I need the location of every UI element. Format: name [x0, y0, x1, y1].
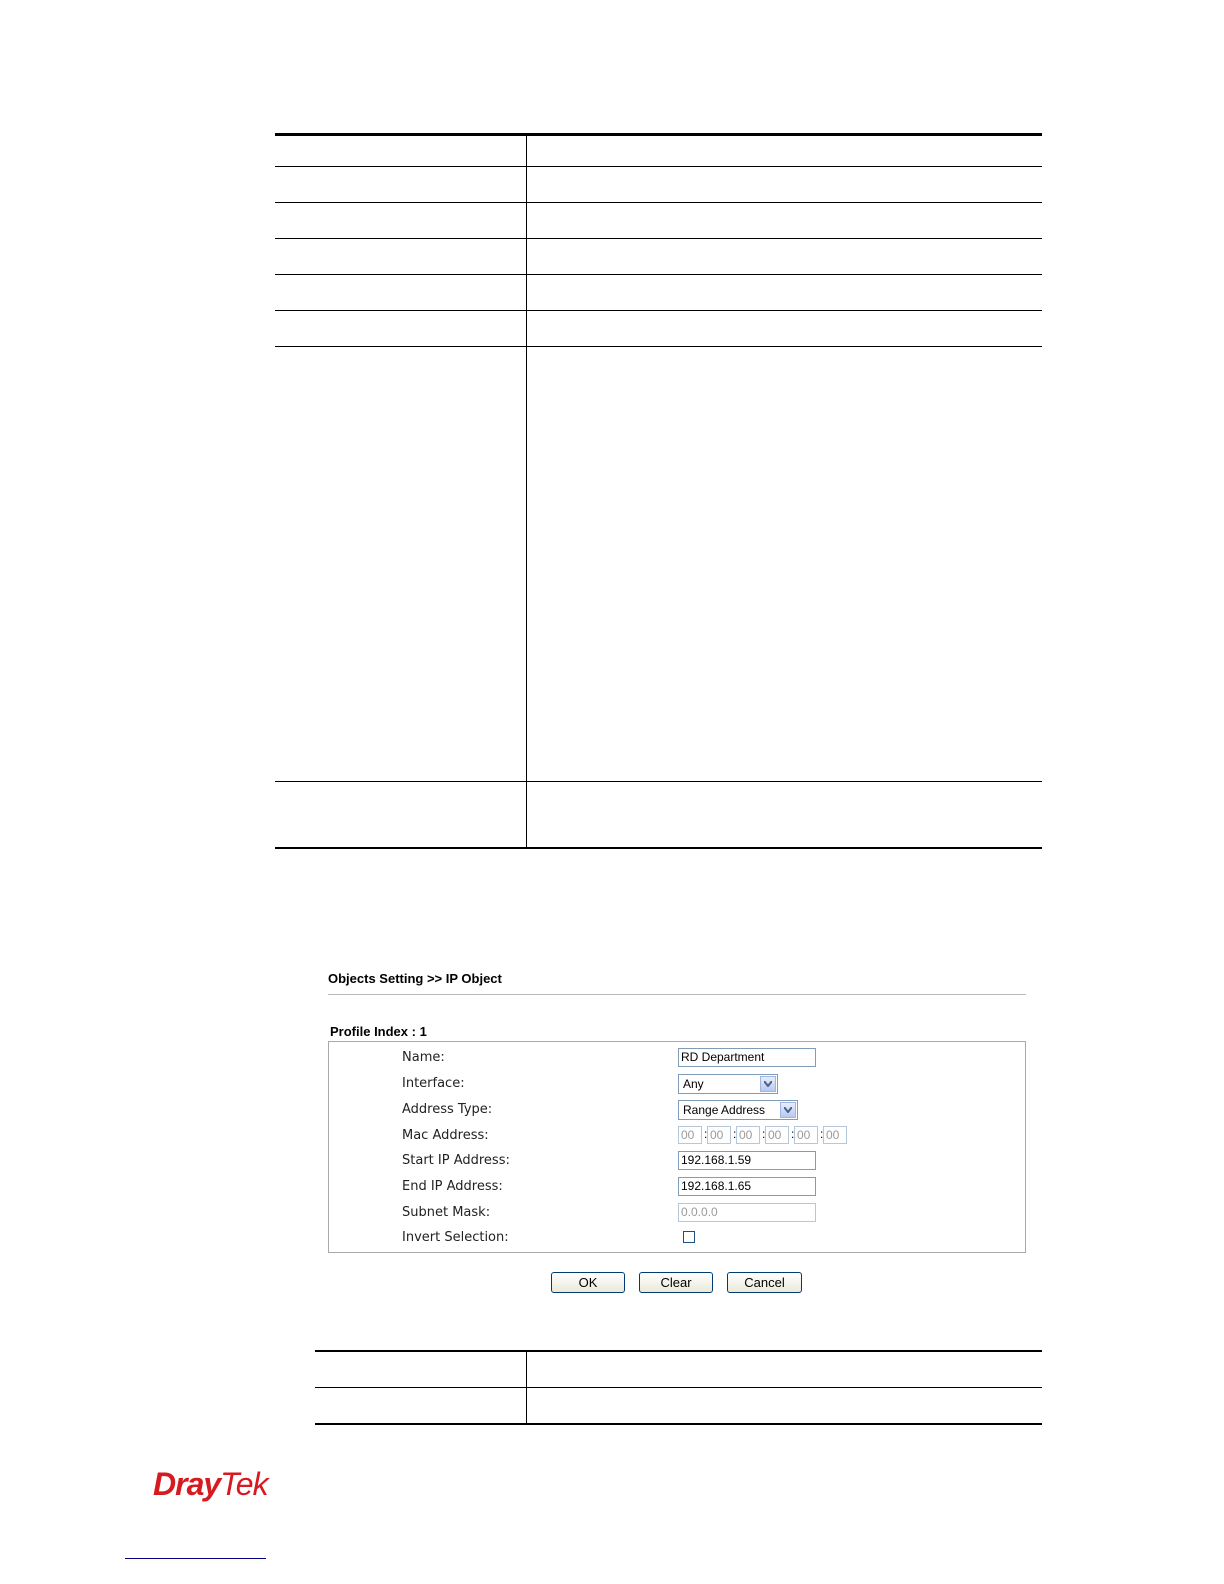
draytek-logo [153, 1466, 268, 1503]
table-row-divider [275, 274, 1042, 275]
cancel-button[interactable]: Cancel [727, 1272, 802, 1293]
invert-selection-checkbox[interactable] [683, 1231, 695, 1243]
table-row-divider [315, 1387, 1042, 1388]
mac-separator: : [762, 1127, 766, 1141]
invert-selection-label: Invert Selection: [402, 1230, 509, 1245]
start-ip-label: Start IP Address: [402, 1153, 510, 1168]
table-top-border [275, 133, 1042, 136]
mac-separator: : [733, 1127, 737, 1141]
breadcrumb-divider [328, 994, 1026, 995]
table-column-divider [526, 136, 527, 847]
mac-octet-1[interactable]: 00 [678, 1126, 702, 1144]
chevron-down-icon[interactable] [760, 1076, 776, 1092]
profile-index-title: Profile Index : 1 [330, 1024, 427, 1039]
end-ip-input[interactable]: 192.168.1.65 [678, 1177, 816, 1196]
table-row-divider [275, 202, 1042, 203]
name-label: Name: [402, 1050, 445, 1065]
table-column-divider [526, 1352, 527, 1423]
address-type-label: Address Type: [402, 1102, 493, 1117]
mac-octet-2[interactable]: 00 [707, 1126, 731, 1144]
mac-octet-5[interactable]: 00 [794, 1126, 818, 1144]
ok-button[interactable]: OK [551, 1272, 625, 1293]
logo-tek: Tek [220, 1466, 268, 1502]
mac-octet-3[interactable]: 00 [736, 1126, 760, 1144]
chevron-down-icon[interactable] [780, 1102, 796, 1118]
table-row-divider [275, 166, 1042, 167]
table-row-divider [275, 781, 1042, 782]
clear-button[interactable]: Clear [639, 1272, 713, 1293]
address-type-select-value: Range Address [683, 1103, 766, 1117]
end-ip-label: End IP Address: [402, 1179, 503, 1194]
subnet-mask-input[interactable]: 0.0.0.0 [678, 1203, 816, 1222]
address-type-select[interactable] [678, 1100, 798, 1120]
table-bottom-border [315, 1423, 1042, 1425]
mac-address-label: Mac Address: [402, 1128, 489, 1143]
table-top-border [315, 1350, 1042, 1352]
table-row-divider [275, 346, 1042, 347]
mac-separator: : [791, 1127, 795, 1141]
mac-octet-4[interactable]: 00 [765, 1126, 789, 1144]
interface-label: Interface: [402, 1076, 465, 1091]
footer-rule [125, 1558, 266, 1559]
mac-separator: : [820, 1127, 824, 1141]
mac-octet-6[interactable]: 00 [823, 1126, 847, 1144]
interface-select-value: Any [683, 1077, 704, 1091]
interface-select[interactable] [678, 1074, 778, 1094]
ip-object-form-panel [328, 1041, 1026, 1253]
subnet-mask-label: Subnet Mask: [402, 1205, 491, 1220]
name-input[interactable]: RD Department [678, 1048, 816, 1067]
logo-dray: Dray [153, 1466, 221, 1502]
table-row-divider [275, 238, 1042, 239]
table-bottom-border [275, 847, 1042, 849]
mac-separator: : [704, 1127, 708, 1141]
start-ip-input[interactable]: 192.168.1.59 [678, 1151, 816, 1170]
table-row-divider [275, 310, 1042, 311]
breadcrumb: Objects Setting >> IP Object [328, 971, 502, 986]
